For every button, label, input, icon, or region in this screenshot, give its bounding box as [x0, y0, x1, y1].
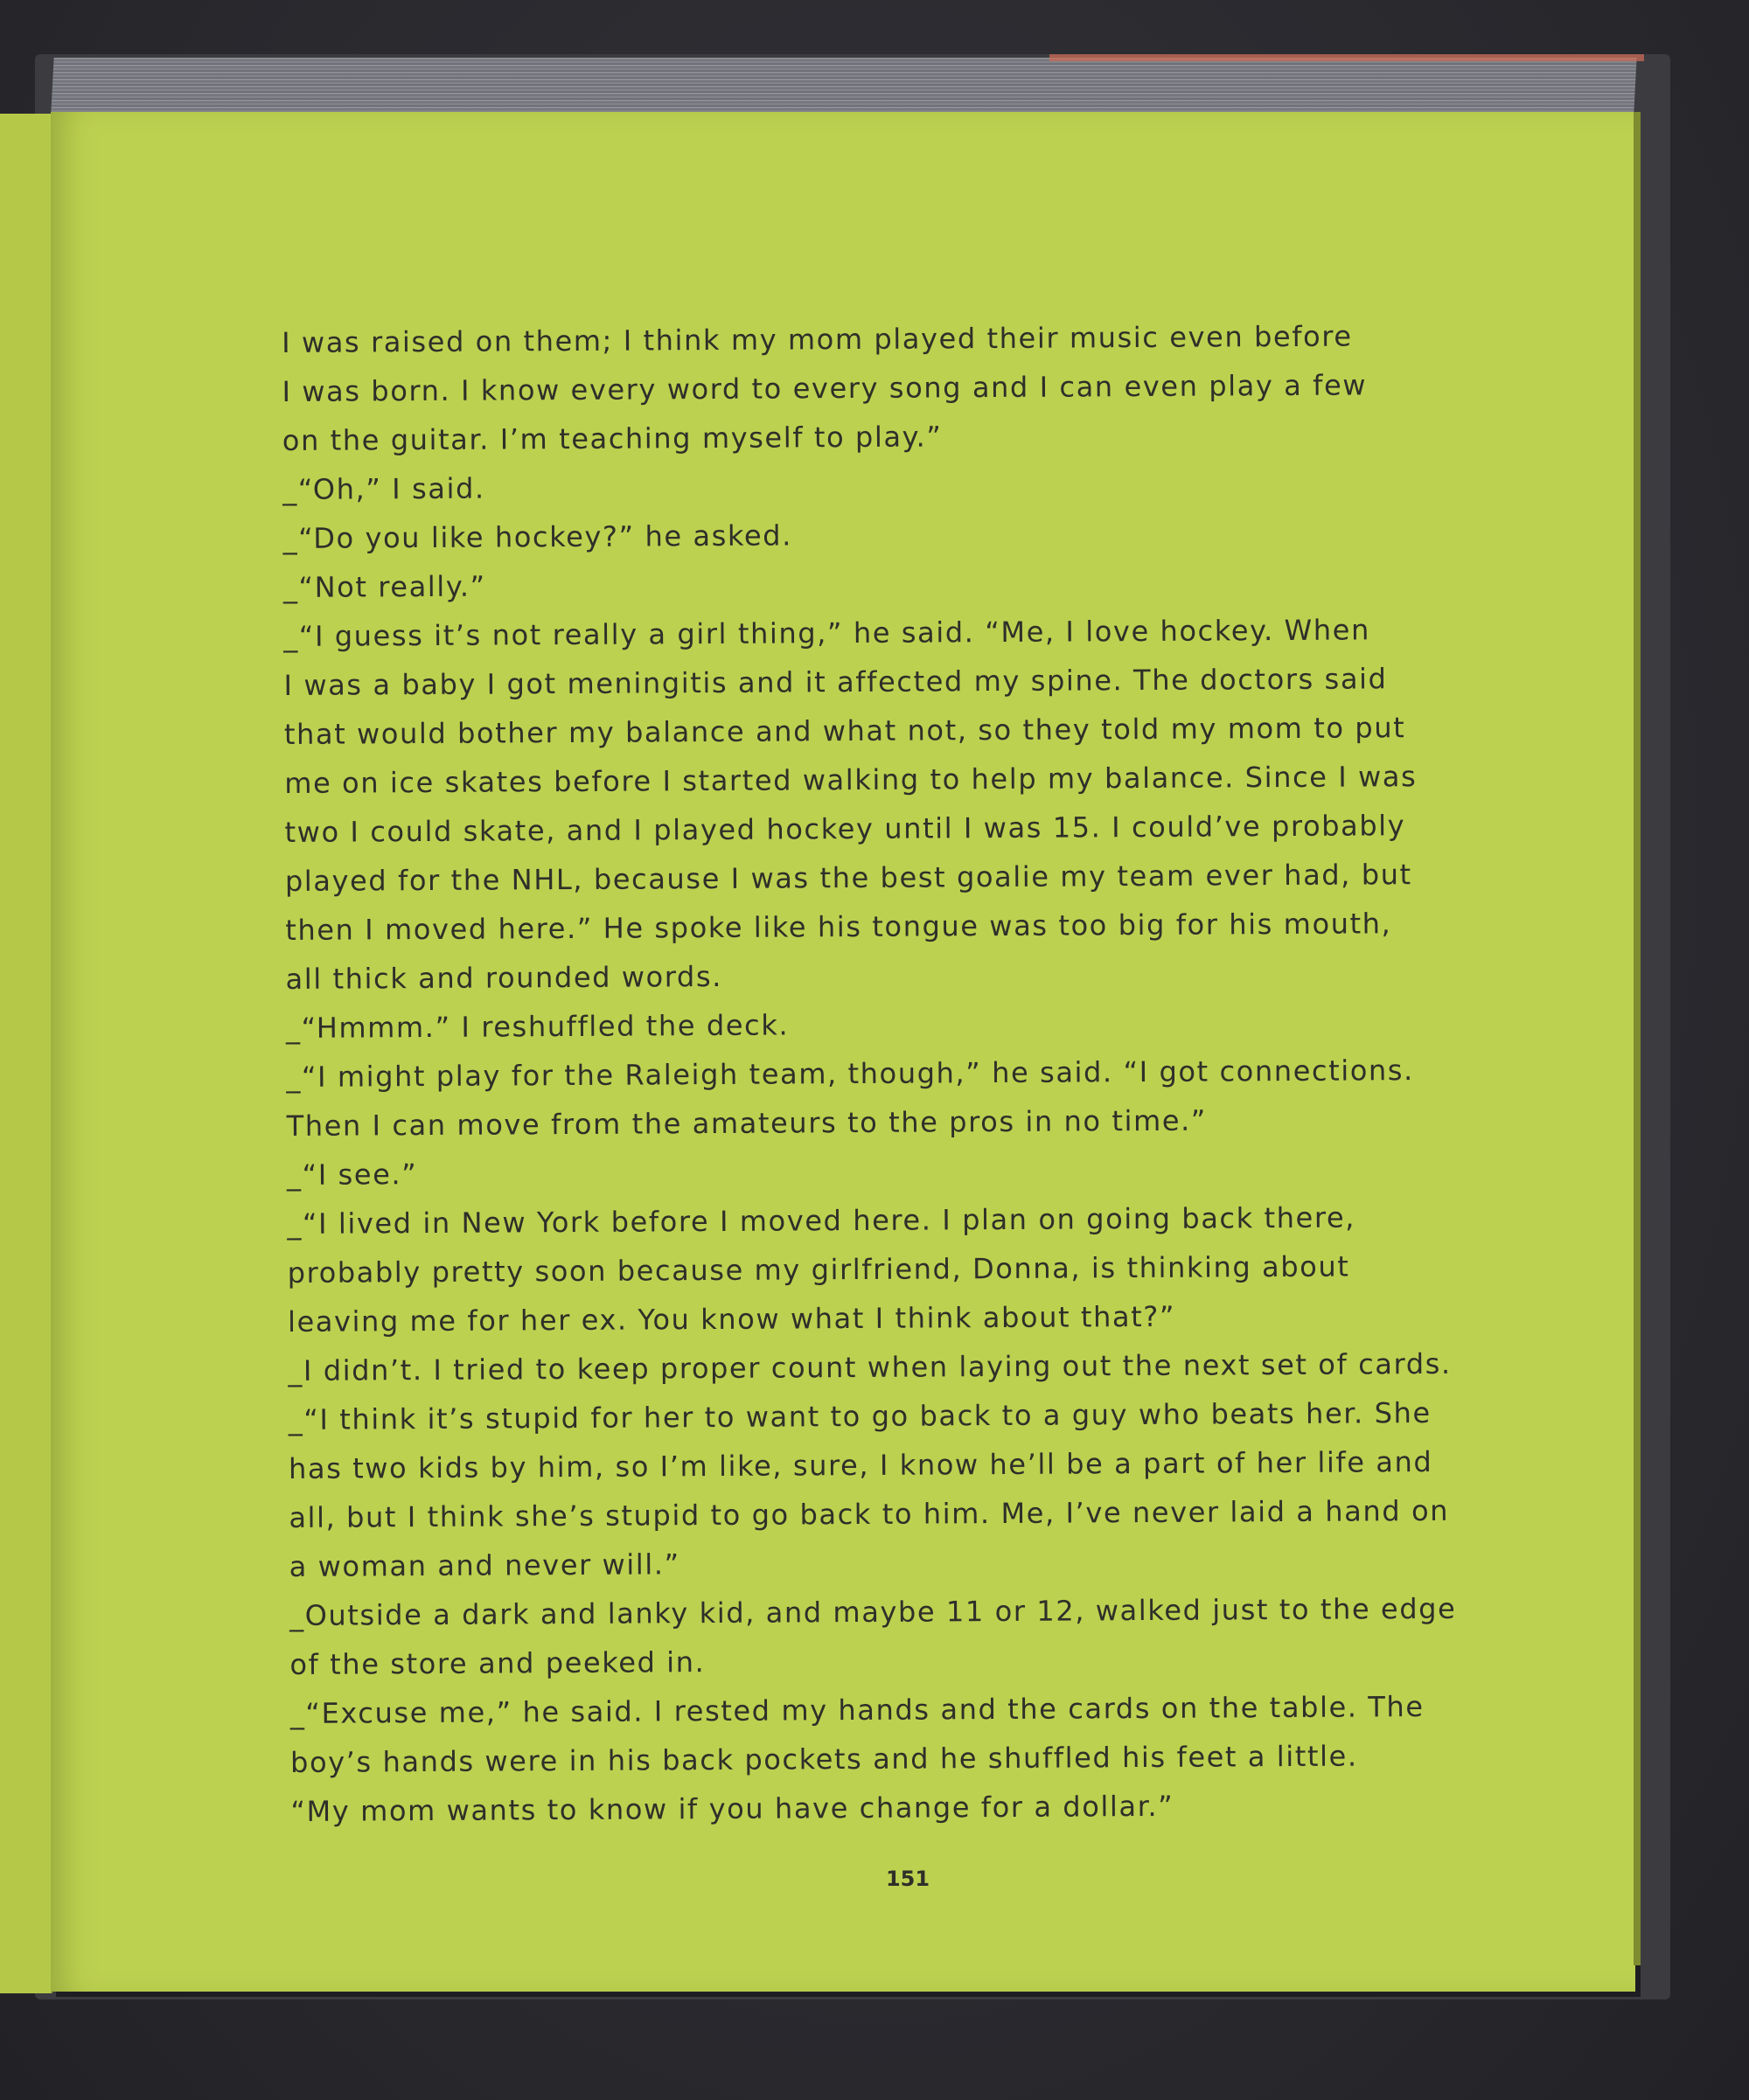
text-line: “My mom wants to know if you have change for a dollar.”: [290, 1789, 1174, 1828]
text-line: Then I can move from the amateurs to the pros in no time.”: [286, 1103, 1208, 1143]
text-line: _“I see.”: [286, 1158, 418, 1192]
text-line: I was born. I know every word to every song and I can even play a few: [282, 368, 1368, 408]
text-line: _“Do you like hockey?” he asked.: [282, 518, 793, 555]
text-line: probably pretty soon because my girlfriend, Donna, is thinking about: [287, 1249, 1350, 1290]
text-line: leaving me for her ex. You know what I think about that?”: [287, 1299, 1176, 1339]
body-text: [282, 310, 1516, 1836]
text-line: two I could skate, and I played hockey until I was 15. I could’ve probably: [284, 809, 1406, 849]
text-line: _“Hmmm.” I reshuffled the deck.: [285, 1008, 790, 1045]
text-line: _“Excuse me,” he said. I rested my hands and the cards on the table. The: [289, 1690, 1425, 1730]
text-line: I was raised on them; I think my mom played their music even before: [282, 319, 1353, 359]
text-line: of the store and peeked in.: [289, 1645, 706, 1681]
page-edges: [51, 58, 1636, 112]
previous-page-sliver: [0, 114, 52, 1993]
page-number: 151: [885, 1867, 930, 1891]
text-line: _“Oh,” I said.: [282, 471, 485, 506]
text-line: that would bother my balance and what not, so they told my mom to put: [283, 711, 1406, 751]
text-line: _Outside a dark and lanky kid, and maybe 11 or 12, walked just to the edge: [289, 1591, 1457, 1632]
text-line: _“I might play for the Raleigh team, though,” he said. “I got connections.: [286, 1053, 1415, 1094]
text-line: played for the NHL, because I was the best goalie my team ever had, but: [284, 858, 1412, 898]
text-line: _“I lived in New York before I moved here. I plan on going back there,: [287, 1200, 1356, 1241]
text-line: has two kids by him, so I’m like, sure, I know he’ll be a part of her life and: [288, 1444, 1433, 1485]
text-line: on the guitar. I’m teaching myself to play.”: [282, 420, 943, 457]
text-line: _I didn’t. I tried to keep proper count when laying out the next set of cards.: [288, 1346, 1452, 1387]
text-line: _“Not really.”: [282, 569, 486, 604]
text-line: me on ice skates before I started walking to help my balance. Since I was: [284, 760, 1418, 800]
text-line: boy’s hands were in his back pockets and he shuffled his feet a little.: [289, 1739, 1358, 1779]
text-line: all thick and rounded words.: [285, 959, 723, 996]
page-edge-accent: [1049, 54, 1644, 61]
page-right-edge: [1634, 112, 1641, 1965]
text-line: a woman and never will.”: [289, 1547, 680, 1583]
text-line: all, but I think she’s stupid to go back to him. Me, I’ve never laid a hand on: [289, 1493, 1450, 1534]
text-line: then I moved here.” He spoke like his tongue was too big for his mouth,: [285, 907, 1392, 947]
text-line: I was a baby I got meningitis and it affected my spine. The doctors said: [283, 662, 1388, 702]
text-line: _“I think it’s stupid for her to want to go back to a guy who beats her. She: [288, 1395, 1432, 1436]
text-line: _“I guess it’s not really a girl thing,” he said. “Me, I love hockey. When: [283, 613, 1371, 653]
